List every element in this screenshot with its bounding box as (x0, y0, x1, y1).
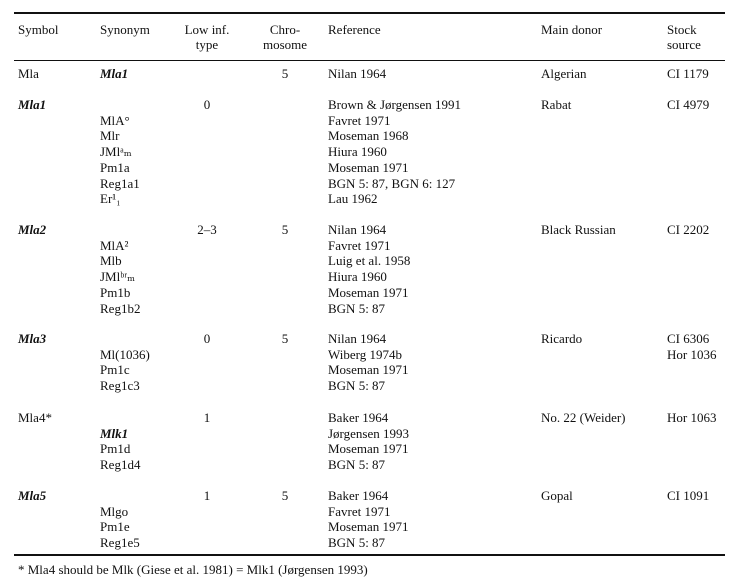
reference-cell-line: BGN 5: 87 (328, 300, 386, 316)
reference-cell-line: Favret 1971 (328, 112, 391, 128)
stock-source-cell (667, 488, 709, 504)
symbol-cell: Mla (18, 66, 39, 81)
header-main-donor: Main donor (541, 22, 603, 37)
reference-cell (328, 222, 410, 316)
low-inf-type-cell: 0 (203, 97, 211, 112)
bottom-rule (14, 554, 725, 556)
reference-cell-line: Nilan 1964 (328, 66, 387, 81)
stock-source-cell (667, 222, 709, 238)
chromosome-cell: 5 (281, 222, 289, 237)
synonym-cell (100, 66, 128, 82)
reference-cell-line: BGN 5: 87 (328, 457, 386, 473)
synonym-cell-line: Reg1b2 (100, 300, 141, 316)
reference-cell-line: Luig et al. 1958 (328, 253, 411, 269)
stock-source-cell-line: Hor 1036 (667, 346, 717, 362)
main-donor-cell: Ricardo (541, 331, 583, 346)
synonym-cell-line: Mlgo (100, 503, 129, 519)
header-low-inf-type-line1: Low inf. (184, 22, 230, 37)
synonym-cell-line: MlA° (100, 112, 130, 128)
chromosome-cell: 5 (281, 488, 289, 503)
reference-cell-line: Moseman 1971 (328, 159, 409, 175)
stock-source-cell (667, 66, 709, 82)
reference-cell-line: Nilan 1964 (328, 222, 387, 237)
reference-cell-line: Brown & Jørgensen 1991 (328, 97, 462, 112)
synonym-cell-line: Pm1e (100, 519, 130, 535)
synonym-cell (100, 222, 140, 316)
symbol-cell: Mla3 (18, 331, 47, 346)
main-donor-cell: No. 22 (Weider) (541, 410, 626, 425)
low-inf-type-cell: 2–3 (197, 222, 217, 237)
synonym-cell-line: Pm1b (100, 284, 131, 300)
main-donor-cell: Black Russian (541, 222, 616, 237)
stock-source-cell-line: CI 4979 (667, 97, 710, 112)
synonym-cell (100, 410, 140, 473)
synonym-cell-line (100, 222, 140, 238)
stock-source-cell-line: CI 1179 (667, 66, 709, 81)
stock-source-cell-line: CI 6306 (667, 331, 710, 346)
synonym-cell-line: Ml(1036) (100, 346, 150, 362)
synonym-cell-line: JMlᵇʳₘ (100, 269, 136, 285)
reference-cell (328, 488, 409, 551)
header-low-inf-type (176, 22, 238, 52)
synonym-cell-line: Reg1c3 (100, 378, 140, 394)
header-chromosome-line2: mosome (262, 37, 308, 52)
reference-cell (328, 97, 461, 207)
reference-cell-line: Moseman 1971 (328, 362, 409, 378)
reference-cell-line: Moseman 1968 (328, 128, 409, 144)
reference-cell-line: Nilan 1964 (328, 331, 387, 346)
synonym-cell-line: Pm1d (100, 441, 131, 457)
header-symbol: Symbol (18, 22, 59, 37)
chromosome-cell: 5 (281, 66, 289, 81)
header-chromosome (250, 22, 320, 52)
reference-cell (328, 410, 409, 473)
reference-cell-line: Favret 1971 (328, 237, 391, 253)
header-stock-source-line2: source (667, 37, 701, 52)
stock-source-cell (667, 331, 716, 362)
synonym-cell-line: Mlk1 (100, 425, 129, 441)
synonym-cell-line: MlA² (100, 237, 129, 253)
synonym-cell-line (100, 331, 150, 347)
synonym-cell-line: Mlb (100, 253, 122, 269)
reference-cell-line: BGN 5: 87 (328, 535, 386, 551)
reference-cell-line: Moseman 1971 (328, 519, 409, 535)
stock-source-cell-line: Hor 1063 (667, 410, 717, 425)
header-rule (14, 60, 725, 61)
synonym-cell (100, 331, 150, 394)
header-low-inf-type-line2: type (195, 37, 219, 52)
reference-cell-line: BGN 5: 87, BGN 6: 127 (328, 175, 456, 191)
reference-cell-line: Jørgensen 1993 (328, 425, 410, 441)
symbol-cell: Mla2 (18, 222, 47, 237)
stock-source-cell-line: CI 2202 (667, 222, 710, 237)
synonym-cell-line: Mla1 (100, 66, 129, 81)
header-chromosome-line1: Chro- (269, 22, 301, 37)
low-inf-type-cell: 1 (203, 410, 211, 425)
synonym-cell-line: Pm1c (100, 362, 130, 378)
synonym-cell-line (100, 488, 140, 504)
synonym-cell-line: Pm1a (100, 159, 130, 175)
reference-cell-line: Baker 1964 (328, 410, 389, 425)
symbol-cell: Mla1 (18, 97, 47, 112)
synonym-cell-line (100, 410, 140, 426)
reference-cell-line: Moseman 1971 (328, 284, 409, 300)
header-synonym: Synonym (100, 22, 150, 37)
header-reference: Reference (328, 22, 381, 37)
reference-cell-line: Favret 1971 (328, 503, 391, 519)
low-inf-type-cell: 0 (203, 331, 211, 346)
synonym-cell (100, 488, 140, 551)
synonym-cell (100, 97, 140, 207)
synonym-cell-line: Er¹₁ (100, 191, 121, 207)
low-inf-type-cell: 1 (203, 488, 211, 503)
header-stock-source-line1: Stock (667, 22, 697, 37)
reference-cell (328, 331, 409, 394)
synonym-cell-line (100, 97, 140, 113)
footnote: * Mla4 should be Mlk (Giese et al. 1981) = Mlk1 (Jørgensen 1993) (18, 562, 368, 577)
synonym-cell-line: JMlᵃₘ (100, 144, 132, 160)
stock-source-cell (667, 410, 716, 426)
stock-source-cell-line: CI 1091 (667, 488, 710, 503)
reference-cell-line: Baker 1964 (328, 488, 389, 503)
main-donor-cell: Algerian (541, 66, 587, 81)
reference-cell-line: Lau 1962 (328, 191, 378, 207)
reference-cell (328, 66, 386, 82)
chromosome-cell: 5 (281, 331, 289, 346)
synonym-cell-line: Mlr (100, 128, 120, 144)
stock-source-cell (667, 97, 709, 113)
symbol-cell: Mla4* (18, 410, 52, 425)
top-rule (14, 12, 725, 14)
reference-cell-line: Hiura 1960 (328, 269, 387, 285)
main-donor-cell: Rabat (541, 97, 572, 112)
reference-cell-line: Hiura 1960 (328, 144, 387, 160)
symbol-cell: Mla5 (18, 488, 47, 503)
reference-cell-line: BGN 5: 87 (328, 378, 386, 394)
main-donor-cell: Gopal (541, 488, 573, 503)
synonym-cell-line: Reg1e5 (100, 535, 140, 551)
header-stock-source (667, 22, 701, 52)
synonym-cell-line: Reg1a1 (100, 175, 140, 191)
synonym-cell-line: Reg1d4 (100, 457, 141, 473)
reference-cell-line: Moseman 1971 (328, 441, 409, 457)
reference-cell-line: Wiberg 1974b (328, 346, 402, 362)
